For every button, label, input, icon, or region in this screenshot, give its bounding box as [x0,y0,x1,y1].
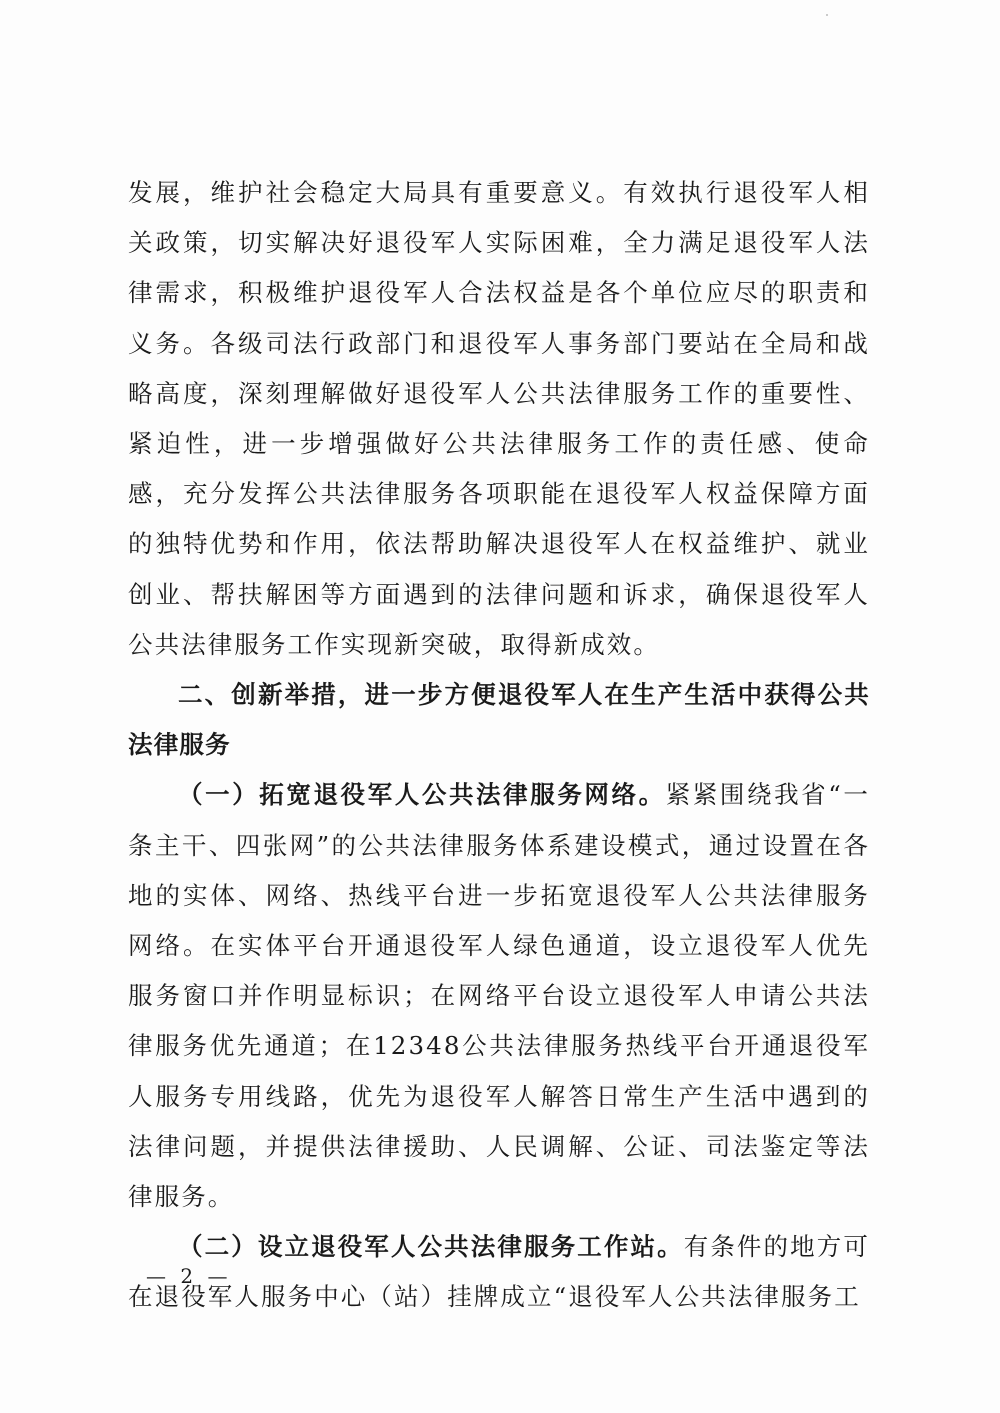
item-1-body: 紧紧围绕我省“一条主干、四张网”的公共法律服务体系建设模式，通过设置在各地的实体、网络、热线平台进一步拓宽退役军人公共法律服务网络。在实体平台开通退役军人绿色通道，设立退役军人优先服务窗口并作明显标识；在网络平台设立退役军人申请公共法律服务优先通道；在12348公共法律服务热线平台开通退役军人服务专用线路，优先为退役军人解答日常生产生活中遇到的法律问题，并提供法律援助、人民调解、公证、司法鉴定等法律服务。 [128,780,870,1212]
section-heading-2: 二、创新举措，进一步方便退役军人在生产生活中获得公共法律服务 [128,680,870,760]
page-number: — 2 — [146,1264,232,1288]
item-1-paragraph [128,770,870,1222]
item-2-title: （二）设立退役军人公共法律服务工作站。 [178,1232,684,1262]
scan-speck [826,14,828,16]
item-1-title: （一）拓宽退役军人公共法律服务网络。 [178,780,666,810]
document-body [128,168,870,1323]
item-2-body: 有条件的地方可在退役军人服务中心（站）挂牌成立“退役军人公共法律服务工 [128,1232,870,1312]
paragraph-continuation: 发展，维护社会稳定大局具有重要意义。有效执行退役军人相关政策，切实解决好退役军人实际困难，全力满足退役军人法律需求，积极维护退役军人合法权益是各个单位应尽的职责和义务。各级司法行政部门和退役军人事务部门要站在全局和战略高度，深刻理解做好退役军人公共法律服务工作的重要性、紧迫性，进一步增强做好公共法律服务工作的责任感、使命感，充分发挥公共法律服务各项职能在退役军人权益保障方面的独特优势和作用，依法帮助解决退役军人在权益维护、就业创业、帮扶解困等方面遇到的法律问题和诉求，确保退役军人公共法律服务工作实现新突破，取得新成效。 [128,178,870,659]
item-2-paragraph [128,1222,870,1322]
